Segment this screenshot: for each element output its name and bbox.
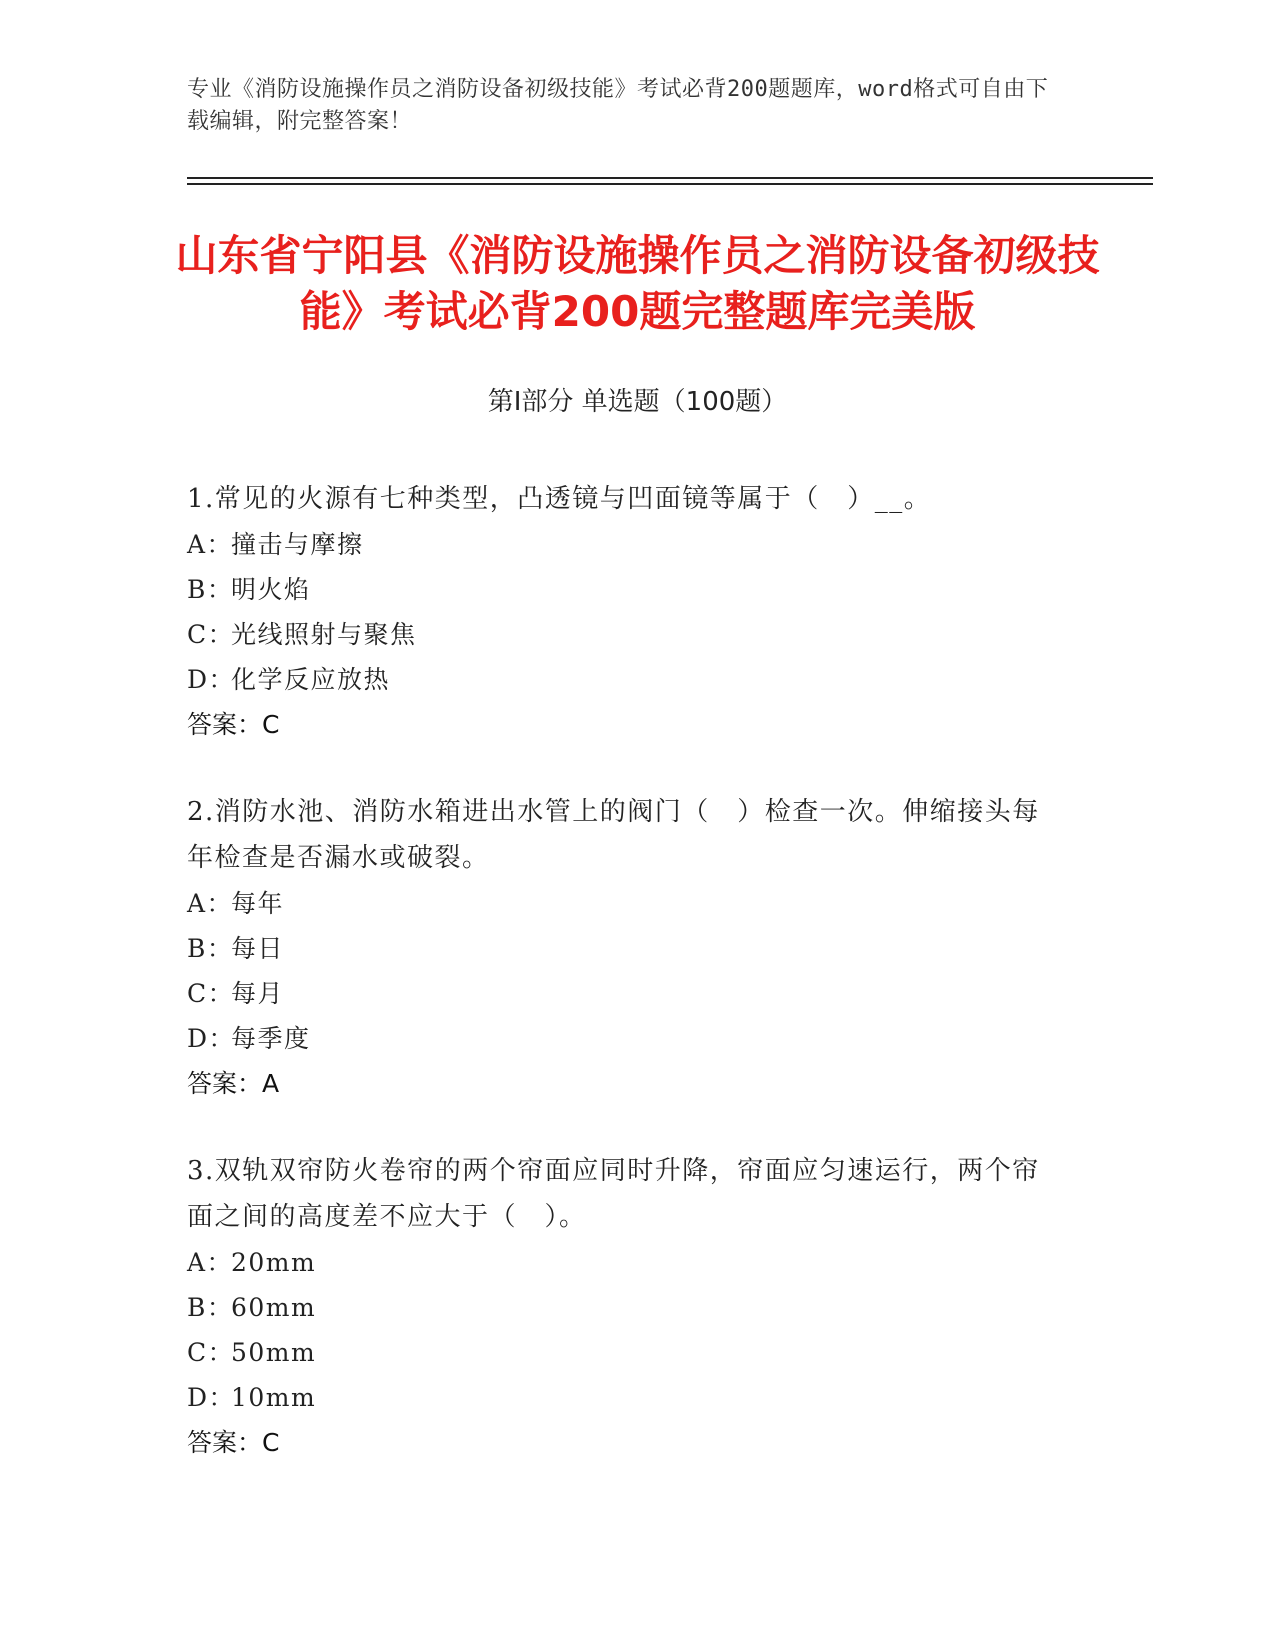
option-key: C： (187, 979, 235, 1008)
option-text: 每季度 (231, 1024, 311, 1053)
option-key: A： (187, 889, 234, 918)
option-key: B： (187, 934, 234, 963)
option-key: B： (187, 1293, 234, 1322)
question-2 (187, 789, 1067, 1106)
option-key: D： (187, 1024, 236, 1053)
option-a (187, 881, 1067, 926)
option-c (187, 1330, 1067, 1375)
option-b (187, 926, 1067, 971)
option-text: 每月 (231, 979, 285, 1008)
option-key: C： (187, 620, 235, 649)
option-b (187, 1285, 1067, 1330)
option-key: D： (187, 1383, 236, 1412)
question-stem: 3.双轨双帘防火卷帘的两个帘面应同时升降，帘面应匀速运行，两个帘面之间的高度差不应大于（ ）。 (187, 1156, 1040, 1232)
question-stem: 2.消防水池、消防水箱进出水管上的阀门（ ）检查一次。伸缩接头每年检查是否漏水或破裂。 (187, 797, 1040, 873)
option-a (187, 522, 1067, 567)
option-a (187, 1240, 1067, 1285)
option-text: 光线照射与聚焦 (231, 620, 417, 649)
option-text: 每日 (231, 934, 285, 963)
question-stem: 1.常见的火源有七种类型，凸透镜与凹面镜等属于（ ）__。 (187, 484, 932, 514)
option-d (187, 1016, 1067, 1061)
option-b (187, 567, 1067, 612)
option-text: 10mm (231, 1383, 317, 1412)
option-text: 明火焰 (231, 575, 311, 604)
option-text: 撞击与摩擦 (231, 530, 364, 559)
option-key: A： (187, 530, 234, 559)
option-key: A： (187, 1248, 234, 1277)
header-divider-bottom (187, 183, 1153, 185)
option-c (187, 612, 1067, 657)
header-note: 专业《消防设施操作员之消防设备初级技能》考试必背200题题库，word格式可自由下载编辑，附完整答案！ (187, 77, 1049, 134)
question-1 (187, 476, 1067, 747)
option-text: 化学反应放热 (231, 665, 391, 694)
question-3 (187, 1148, 1067, 1465)
document-title: 山东省宁阳县《消防设施操作员之消防设备初级技能》考试必背200题完整题库完美版 (175, 231, 1100, 336)
header-divider-top (187, 177, 1153, 179)
option-key: D： (187, 665, 236, 694)
option-key: B： (187, 575, 234, 604)
answer: 答案：C (187, 1428, 280, 1457)
section-title: 第I部分 单选题（100题） (487, 387, 788, 417)
option-key: C： (187, 1338, 235, 1367)
answer: 答案：C (187, 710, 280, 739)
option-text: 每年 (231, 889, 285, 918)
option-d (187, 657, 1067, 702)
option-c (187, 971, 1067, 1016)
option-d (187, 1375, 1067, 1420)
option-text: 20mm (231, 1248, 317, 1277)
option-text: 50mm (231, 1338, 317, 1367)
question-list (187, 476, 1067, 1507)
answer: 答案：A (187, 1069, 280, 1098)
option-text: 60mm (231, 1293, 317, 1322)
